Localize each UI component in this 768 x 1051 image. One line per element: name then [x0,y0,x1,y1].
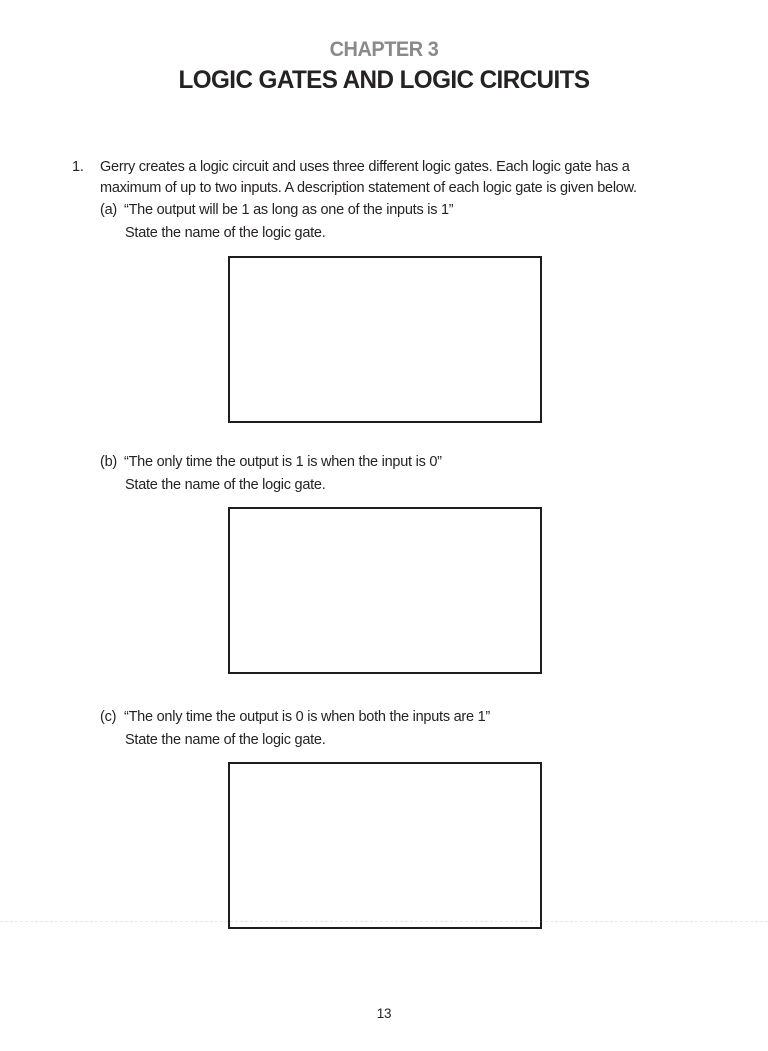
question-intro [100,157,700,198]
part-a-prompt: State the name of the logic gate. [125,225,326,241]
chapter-label: CHAPTER 3 [329,38,439,61]
answer-box-b [228,507,542,674]
part-c-statement: “The only time the output is 0 is when both the inputs are 1” [124,709,490,725]
part-a-label: (a) [100,202,117,218]
question-intro-line-1: Gerry creates a logic circuit and uses three different logic gates. Each logic gate has a [100,159,630,175]
answer-box-a [228,256,542,423]
page-number: 13 [376,1006,392,1021]
part-b-prompt: State the name of the logic gate. [125,477,326,493]
part-a-statement: “The output will be 1 as long as one of the inputs is 1” [124,202,454,218]
scan-artifact-line [0,921,768,922]
answer-box-c [228,762,542,929]
page-title: LOGIC GATES AND LOGIC CIRCUITS [178,66,590,94]
part-b-statement: “The only time the output is 1 is when the input is 0” [124,454,442,470]
part-c-prompt: State the name of the logic gate. [125,732,326,748]
part-b-label: (b) [100,454,117,470]
question-intro-line-2: maximum of up to two inputs. A description statement of each logic gate is given below. [100,179,637,196]
part-c-label: (c) [100,709,117,725]
question-number: 1. [72,159,84,175]
